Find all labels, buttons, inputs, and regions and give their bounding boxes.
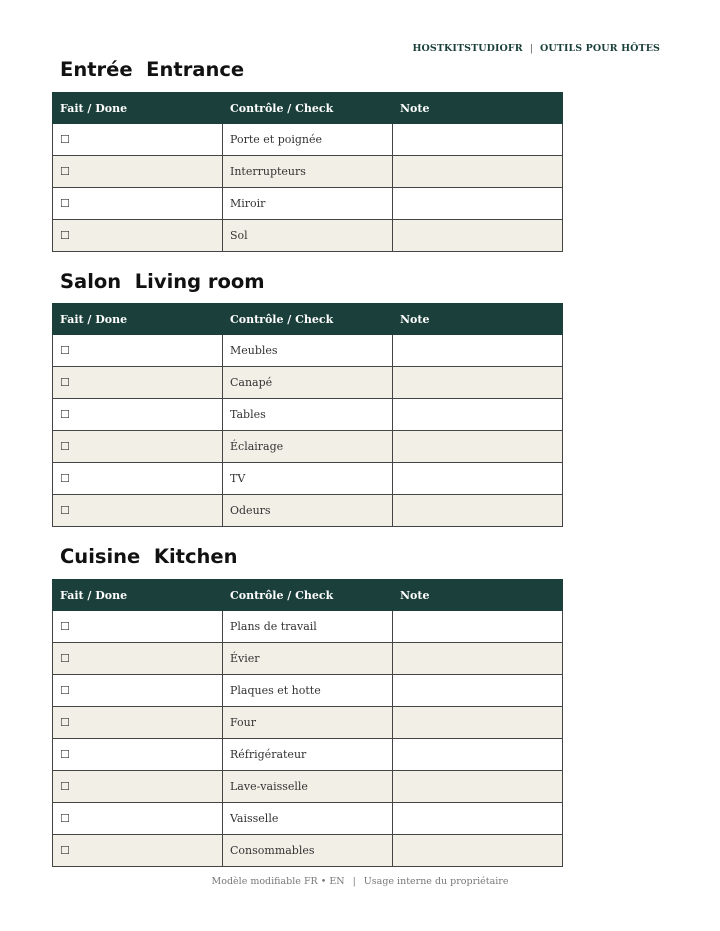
done-cell[interactable] (53, 431, 223, 463)
checkbox[interactable]: ☐ (60, 748, 70, 761)
note-cell[interactable] (393, 771, 563, 803)
checkbox[interactable]: ☐ (60, 344, 70, 357)
header-separator: | (529, 43, 534, 54)
column-header-note: Note (393, 93, 563, 124)
checkbox[interactable]: ☐ (60, 408, 70, 421)
note-cell[interactable] (393, 803, 563, 835)
note-cell[interactable] (393, 463, 563, 495)
checkbox[interactable]: ☐ (60, 376, 70, 389)
check-item: Plans de travail (223, 611, 393, 643)
note-cell[interactable] (393, 220, 563, 252)
note-cell[interactable] (393, 188, 563, 220)
table-row (53, 739, 563, 771)
table-row (53, 771, 563, 803)
table-row (53, 495, 563, 527)
note-cell[interactable] (393, 675, 563, 707)
column-header-check: Contrôle / Check (223, 580, 393, 611)
check-item: Lave-vaisselle (223, 771, 393, 803)
done-cell[interactable] (53, 124, 223, 156)
checkbox[interactable]: ☐ (60, 504, 70, 517)
table-row (53, 335, 563, 367)
section-title-entrance: Entrée Entrance (60, 58, 245, 81)
done-cell[interactable] (53, 399, 223, 431)
column-header-note: Note (393, 304, 563, 335)
brand-tagline: OUTILS POUR HÔTES (540, 43, 660, 54)
checkbox[interactable]: ☐ (60, 165, 70, 178)
check-item: Sol (223, 220, 393, 252)
done-cell[interactable] (53, 675, 223, 707)
footer-separator: | (352, 876, 356, 887)
footer-usage-note: Usage interne du propriétaire (363, 876, 509, 887)
checkbox[interactable]: ☐ (60, 197, 70, 210)
table-row (53, 220, 563, 252)
note-cell[interactable] (393, 835, 563, 867)
table-row (53, 367, 563, 399)
note-cell[interactable] (393, 367, 563, 399)
done-cell[interactable] (53, 771, 223, 803)
table-row (53, 124, 563, 156)
check-item: Meubles (223, 335, 393, 367)
table-row (53, 463, 563, 495)
checkbox[interactable]: ☐ (60, 229, 70, 242)
page-footer (0, 876, 720, 887)
table-row (53, 643, 563, 675)
column-header-note: Note (393, 580, 563, 611)
checkbox[interactable]: ☐ (60, 652, 70, 665)
table-row (53, 399, 563, 431)
check-item: Plaques et hotte (223, 675, 393, 707)
done-cell[interactable] (53, 495, 223, 527)
table-header-row (53, 580, 563, 611)
done-cell[interactable] (53, 220, 223, 252)
check-item: Four (223, 707, 393, 739)
check-item: Odeurs (223, 495, 393, 527)
check-item: Interrupteurs (223, 156, 393, 188)
checklist-table-living-room (52, 303, 563, 527)
check-item: TV (223, 463, 393, 495)
note-cell[interactable] (393, 431, 563, 463)
done-cell[interactable] (53, 156, 223, 188)
done-cell[interactable] (53, 367, 223, 399)
done-cell[interactable] (53, 611, 223, 643)
check-item: Évier (223, 643, 393, 675)
note-cell[interactable] (393, 124, 563, 156)
done-cell[interactable] (53, 803, 223, 835)
check-item: Canapé (223, 367, 393, 399)
check-item: Miroir (223, 188, 393, 220)
table-row (53, 675, 563, 707)
checkbox[interactable]: ☐ (60, 684, 70, 697)
header-bar (412, 43, 660, 54)
column-header-done: Fait / Done (53, 580, 223, 611)
done-cell[interactable] (53, 463, 223, 495)
table-header-row (53, 304, 563, 335)
check-item: Consommables (223, 835, 393, 867)
brand-name: HOSTKITSTUDIOFR (412, 43, 523, 54)
checkbox[interactable]: ☐ (60, 133, 70, 146)
done-cell[interactable] (53, 643, 223, 675)
column-header-check: Contrôle / Check (223, 93, 393, 124)
note-cell[interactable] (393, 335, 563, 367)
done-cell[interactable] (53, 739, 223, 771)
note-cell[interactable] (393, 643, 563, 675)
table-row (53, 707, 563, 739)
note-cell[interactable] (393, 611, 563, 643)
table-row (53, 835, 563, 867)
note-cell[interactable] (393, 495, 563, 527)
done-cell[interactable] (53, 335, 223, 367)
checkbox[interactable]: ☐ (60, 620, 70, 633)
section-title-living-room: Salon Living room (60, 270, 265, 293)
checklist-table-kitchen (52, 579, 563, 867)
checkbox[interactable]: ☐ (60, 844, 70, 857)
checkbox[interactable]: ☐ (60, 440, 70, 453)
section-title-kitchen: Cuisine Kitchen (60, 545, 238, 568)
table-row (53, 188, 563, 220)
checkbox[interactable]: ☐ (60, 812, 70, 825)
check-item: Éclairage (223, 431, 393, 463)
done-cell[interactable] (53, 188, 223, 220)
done-cell[interactable] (53, 707, 223, 739)
done-cell[interactable] (53, 835, 223, 867)
note-cell[interactable] (393, 707, 563, 739)
check-item: Tables (223, 399, 393, 431)
checkbox[interactable]: ☐ (60, 716, 70, 729)
column-header-check: Contrôle / Check (223, 304, 393, 335)
check-item: Vaisselle (223, 803, 393, 835)
table-row (53, 803, 563, 835)
checklist-table-entrance (52, 92, 563, 252)
check-item: Réfrigérateur (223, 739, 393, 771)
note-cell[interactable] (393, 156, 563, 188)
table-header-row (53, 93, 563, 124)
checkbox[interactable]: ☐ (60, 472, 70, 485)
footer-template-note: Modèle modifiable FR • EN (211, 876, 345, 887)
table-row (53, 156, 563, 188)
check-item: Porte et poignée (223, 124, 393, 156)
column-header-done: Fait / Done (53, 304, 223, 335)
table-row (53, 611, 563, 643)
table-row (53, 431, 563, 463)
note-cell[interactable] (393, 739, 563, 771)
note-cell[interactable] (393, 399, 563, 431)
column-header-done: Fait / Done (53, 93, 223, 124)
checkbox[interactable]: ☐ (60, 780, 70, 793)
